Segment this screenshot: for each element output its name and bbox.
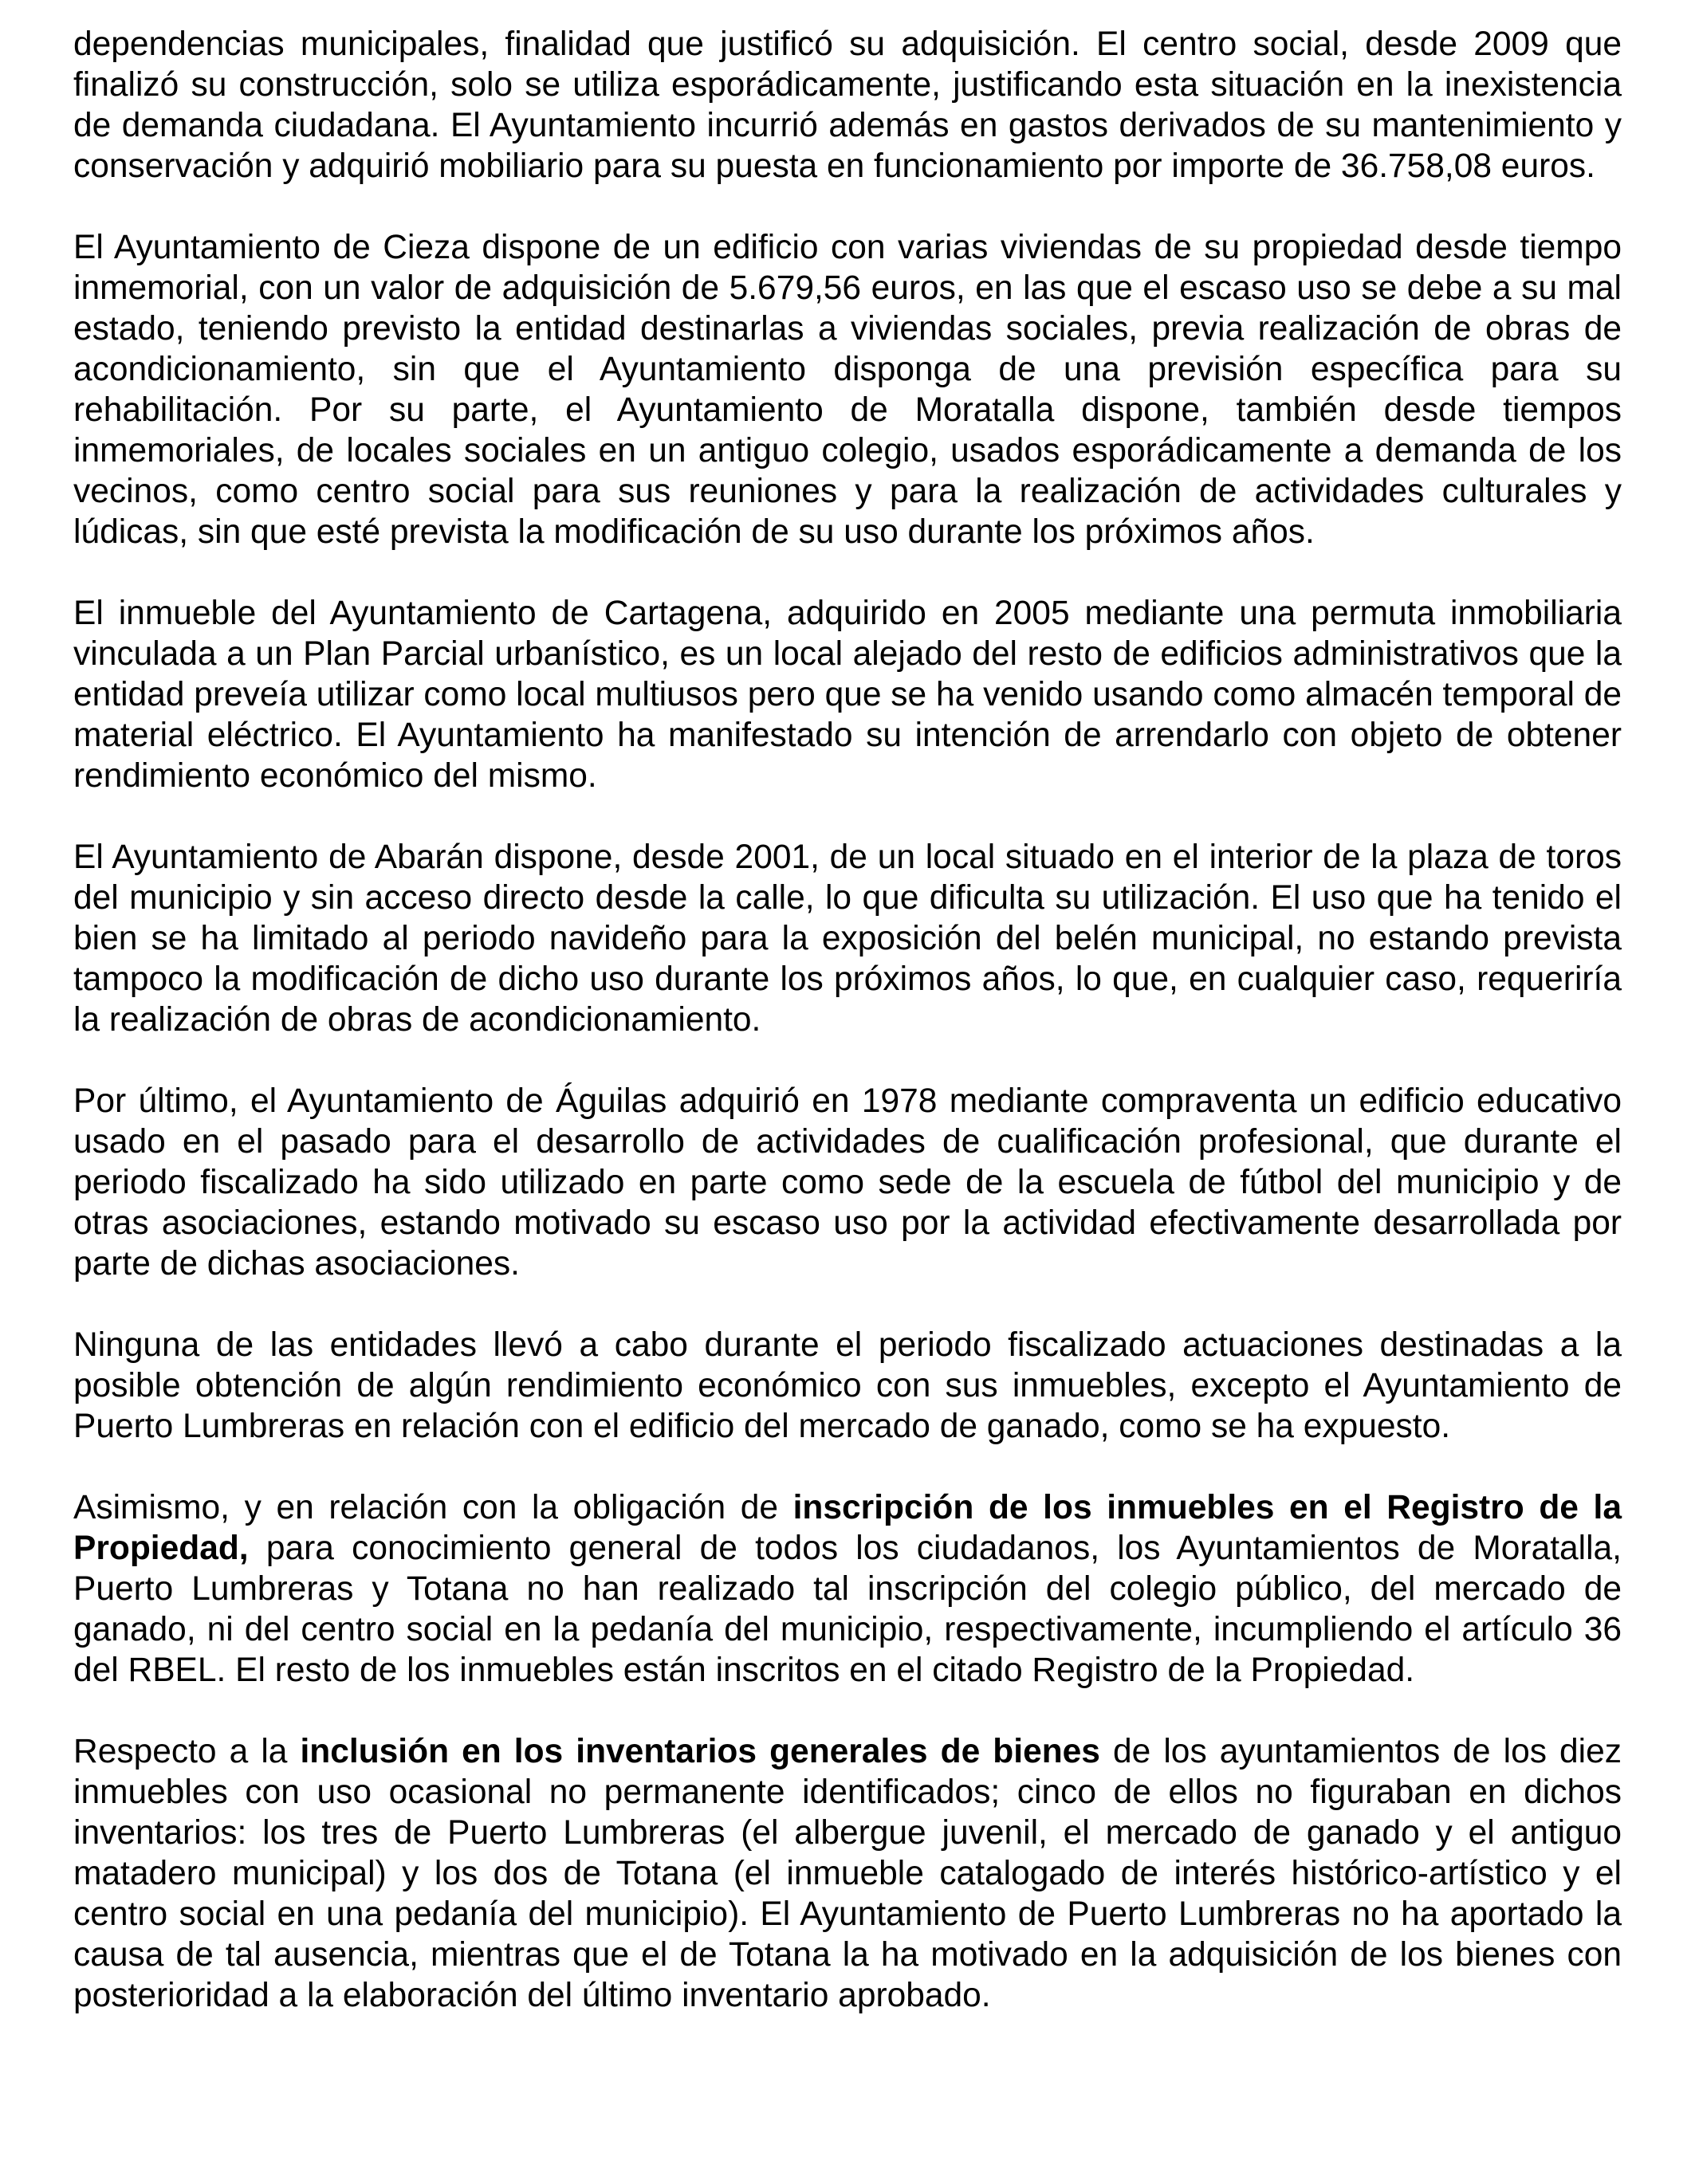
bold-phrase-registro: inscripción de los inmuebles en el Registro de la Propiedad, bbox=[73, 1489, 1622, 1567]
paragraph-abaran bbox=[73, 837, 1622, 1040]
paragraph-registro-propiedad bbox=[73, 1487, 1622, 1691]
paragraph-inventarios bbox=[73, 1731, 1622, 2016]
document-page bbox=[73, 24, 1622, 2016]
paragraph-centro-social bbox=[73, 24, 1622, 187]
text-segment: Por último, el Ayuntamiento de Águilas adquirió en 1978 mediante compraventa un edificio educativo usado en el pasado para el desarrollo de actividades de cualificación profesional, que durante el periodo fiscalizado ha sido utilizado en parte como sede de la escuela de fútbol del municipio y de otras asociaciones, estando motivado su escaso uso por la actividad efectivamente desarrollada por parte de dichas asociaciones. bbox=[73, 1082, 1622, 1283]
text-segment: Respecto a la bbox=[73, 1733, 301, 1770]
bold-phrase-inventarios: inclusión en los inventarios generales de bienes bbox=[300, 1733, 1100, 1770]
text-segment: dependencias municipales, finalidad que justificó su adquisición. El centro social, desde 2009 que finalizó su construcción, solo se utiliza esporádicamente, justificando esta situación en la inexistencia de demanda ciudadana. El Ayuntamiento incurrió además en gastos derivados de su mantenimiento y conservación y adquirió mobiliario para su puesta en funcionamiento por importe de 36.758,08 euros. bbox=[73, 26, 1622, 185]
paragraph-cieza-moratalla bbox=[73, 227, 1622, 552]
paragraph-aguilas bbox=[73, 1081, 1622, 1284]
text-segment: para conocimiento general de todos los ciudadanos, los Ayuntamientos de Moratalla, Puerto Lumbreras y Totana no han realizado tal inscripción del colegio público, del mercado de ganado, ni del centro social en la pedanía del municipio, respectivamente, incumpliendo el artículo 36 del RBEL. El resto de los inmuebles están inscritos en el citado Registro de la Propiedad. bbox=[73, 1530, 1622, 1689]
text-segment: El Ayuntamiento de Cieza dispone de un edificio con varias viviendas de su propiedad desde tiempo inmemorial, con un valor de adquisición de 5.679,56 euros, en las que el escaso uso se debe a su mal estado, teniendo previsto la entidad destinarlas a viviendas sociales, previa realización de obras de acondicionamiento, sin que el Ayuntamiento disponga de una previsión específica para su rehabilitación. Por su parte, el Ayuntamiento de Moratalla dispone, también desde tiempos inmemoriales, de locales sociales en un antiguo colegio, usados esporádicamente a demanda de los vecinos, como centro social para sus reuniones y para la realización de actividades culturales y lúdicas, sin que esté prevista la modificación de su uso durante los próximos años. bbox=[73, 229, 1622, 551]
text-segment: Asimismo, y en relación con la obligación de bbox=[73, 1489, 793, 1526]
text-segment: Ninguna de las entidades llevó a cabo durante el periodo fiscalizado actuaciones destinadas a la posible obtención de algún rendimiento económico con sus inmuebles, excepto el Ayuntamiento de Puerto Lumbreras en relación con el edificio del mercado de ganado, como se ha expuesto. bbox=[73, 1326, 1622, 1445]
text-segment: El inmueble del Ayuntamiento de Cartagena, adquirido en 2005 mediante una permuta inmobiliaria vinculada a un Plan Parcial urbanístico, es un local alejado del resto de edificios administrativos que la entidad preveía utilizar como local multiusos pero que se ha venido usando como almacén temporal de material eléctrico. El Ayuntamiento ha manifestado su intención de arrendarlo con objeto de obtener rendimiento económico del mismo. bbox=[73, 595, 1622, 795]
text-segment: de los ayuntamientos de los diez inmuebles con uso ocasional no permanente identificados; cinco de ellos no figuraban en dichos inventarios: los tres de Puerto Lumbreras (el albergue juvenil, el mercado de ganado y el antiguo matadero municipal) y los dos de Totana (el inmueble catalogado de interés histórico-artístico y el centro social en una pedanía del municipio). El Ayuntamiento de Puerto Lumbreras no ha aportado la causa de tal ausencia, mientras que el de Totana la ha motivado en la adquisición de los bienes con posterioridad a la elaboración del último inventario aprobado. bbox=[73, 1733, 1622, 2014]
paragraph-cartagena bbox=[73, 593, 1622, 796]
text-segment: El Ayuntamiento de Abarán dispone, desde 2001, de un local situado en el interior de la plaza de toros del municipio y sin acceso directo desde la calle, lo que dificulta su utilización. El uso que ha tenido el bien se ha limitado al periodo navideño para la exposición del belén municipal, no estando prevista tampoco la modificación de dicho uso durante los próximos años, lo que, en cualquier caso, requeriría la realización de obras de acondicionamiento. bbox=[73, 839, 1622, 1039]
paragraph-rendimiento-economico bbox=[73, 1325, 1622, 1447]
